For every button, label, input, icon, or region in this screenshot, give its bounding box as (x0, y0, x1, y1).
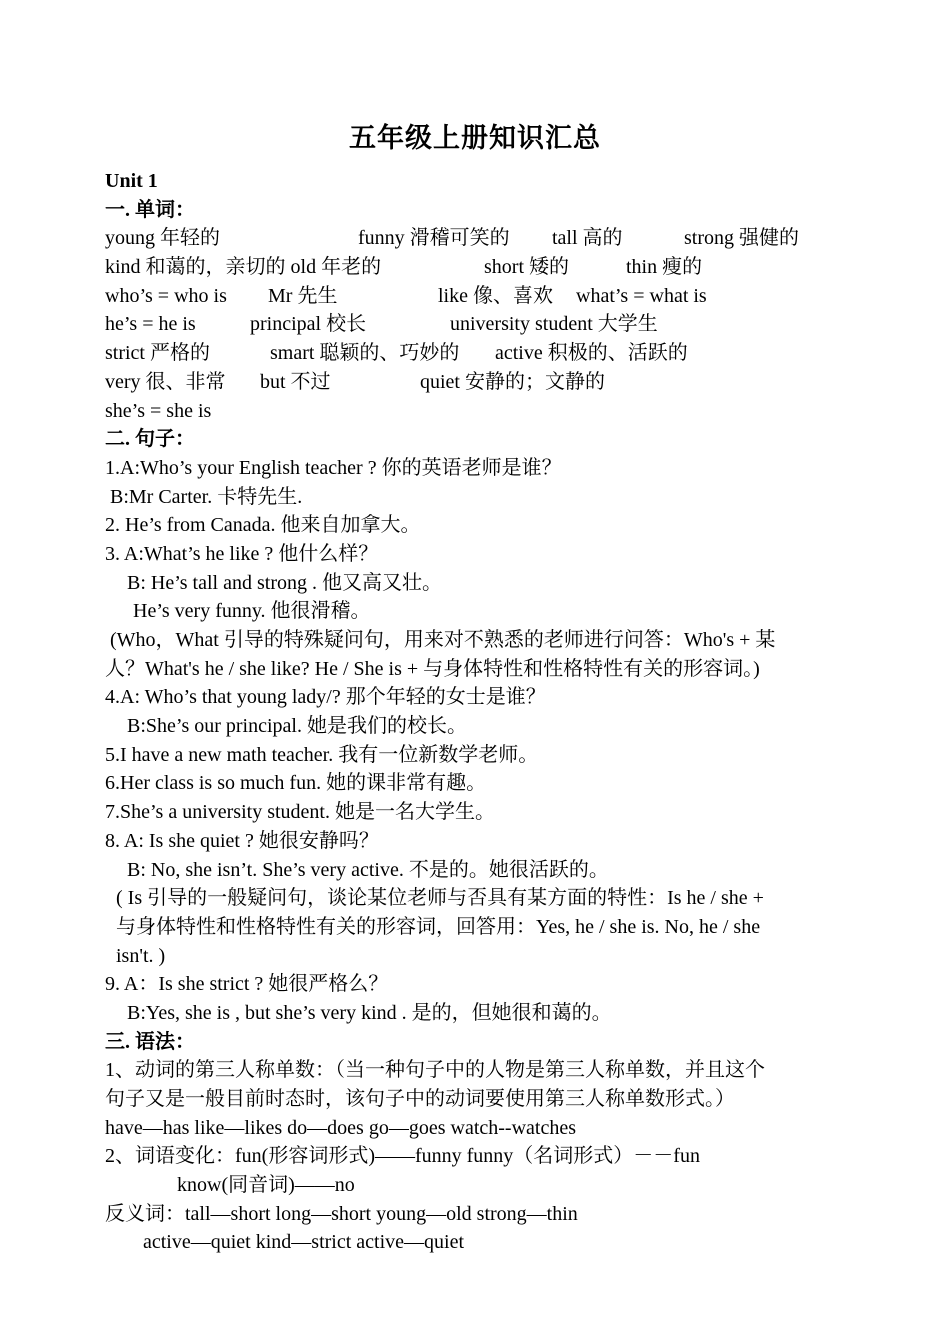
sentence-line: 2. He’s from Canada. 他来自加拿大。 (105, 514, 421, 537)
grammar-line: 1、动词的第三人称单数：（当一种句子中的人物是第三人称单数，并且这个 (105, 1059, 765, 1082)
document-body (105, 167, 865, 1257)
vocab-item: she’s = she is (105, 399, 212, 422)
note-line: (Who，What 引导的特殊疑问句，用来对不熟悉的老师进行问答：Who's + 某 (110, 629, 776, 651)
vocab-item: young 年轻的 (105, 227, 220, 250)
vocab-item: kind 和蔼的，亲切的 old 年老的 (105, 256, 382, 279)
vocab-item: active 积极的、活跃的 (495, 342, 688, 365)
sentence-line: 9. A：Is she strict ? 她很严格么？ (105, 973, 389, 996)
vocab-item: smart 聪颖的、巧妙的 (270, 342, 460, 365)
vocab-item: funny 滑稽可笑的 (358, 227, 510, 250)
vocab-row (105, 339, 865, 368)
vocab-row (105, 282, 865, 311)
vocab-item: Mr 先生 (268, 284, 338, 307)
vocab-item: thin 瘦的 (626, 256, 703, 279)
vocab-item: short 矮的 (484, 256, 569, 279)
vocab-row (105, 224, 865, 253)
sentence-line: 6.Her class is so much fun. 她的课非常有趣。 (105, 772, 487, 795)
vocab-row (105, 253, 865, 282)
sentence-line: 5.I have a new math teacher. 我有一位新数学老师。 (105, 743, 539, 766)
page-title: 五年级上册知识汇总 (349, 123, 601, 153)
section-heading-sentences: 二. 句子： (105, 428, 195, 451)
section-heading-vocab: 一. 单词： (105, 198, 195, 221)
vocab-item: very 很、非常 (105, 370, 226, 393)
sentence-line: B: He’s tall and strong . 他又高又壮。 (127, 571, 442, 594)
vocab-row (105, 397, 865, 426)
note-line: ( Is 引导的一般疑问句，谈论某位老师与否具有某方面的特性：Is he / she + (116, 887, 764, 910)
sentence-line: B:Yes, she is , but she’s very kind . 是的，但她很和蔼的。 (127, 1001, 612, 1024)
vocab-item: university student 大学生 (450, 313, 658, 336)
sentence-line: 8. A: Is she quiet ? 她很安静吗？ (105, 829, 379, 852)
sentence-line: He’s very funny. 他很滑稽。 (133, 600, 371, 623)
vocab-item: who’s = who is (105, 284, 227, 307)
vocab-item: principal 校长 (250, 313, 367, 336)
vocab-item: strong 强健的 (684, 227, 799, 250)
vocab-item: tall 高的 (552, 227, 623, 250)
vocab-item: but 不过 (260, 370, 331, 393)
vocab-item: he’s = he is (105, 313, 196, 336)
grammar-line: 2、词语变化：fun(形容词形式)——funny funny（名词形式）－－fun (105, 1145, 700, 1168)
section-heading-grammar: 三. 语法： (105, 1030, 195, 1053)
vocab-item: what’s = what is (576, 284, 707, 307)
vocab-item: quiet 安静的；文静的 (420, 370, 605, 393)
note-line: isn't. ) (116, 944, 166, 967)
sentence-line: 7.She’s a university student. 她是一名大学生。 (105, 801, 495, 824)
vocab-row (105, 368, 865, 397)
vocab-row (105, 310, 865, 339)
sentence-line: 4.A: Who’s that young lady/? 那个年轻的女士是谁？ (105, 686, 546, 709)
sentence-line: B:She’s our principal. 她是我们的校长。 (127, 715, 467, 738)
vocab-item: like 像、喜欢 (438, 284, 553, 307)
grammar-line: 句子又是一般目前时态时，该句子中的动词要使用第三人称单数形式。） (105, 1088, 735, 1110)
grammar-line: active—quiet kind—strict active—quiet (143, 1231, 465, 1254)
sentence-line: B:Mr Carter. 卡特先生. (110, 485, 303, 508)
note-line: 与身体特性和性格特性有关的形容词，回答用：Yes, he / she is. No, he / she (116, 915, 761, 938)
vocab-item: strict 严格的 (105, 342, 210, 365)
sentence-line: 3. A:What’s he like ? 他什么样？ (105, 542, 379, 565)
grammar-line: know(同音词)——no (177, 1174, 355, 1197)
sentence-line: 1.A:Who’s your English teacher ? 你的英语老师是谁？ (105, 456, 562, 479)
unit-heading: Unit 1 (105, 170, 158, 192)
grammar-line: 反义词：tall—short long—short young—old strong—thin (105, 1202, 578, 1225)
sentence-line: B: No, she isn’t. She’s very active. 不是的。她很活跃的。 (127, 858, 609, 881)
grammar-line: have—has like—likes do—does go—goes watch--watches (105, 1116, 576, 1139)
note-line: 人？What's he / she like? He / She is + 与身体特性和性格特性有关的形容词。) (105, 657, 760, 680)
